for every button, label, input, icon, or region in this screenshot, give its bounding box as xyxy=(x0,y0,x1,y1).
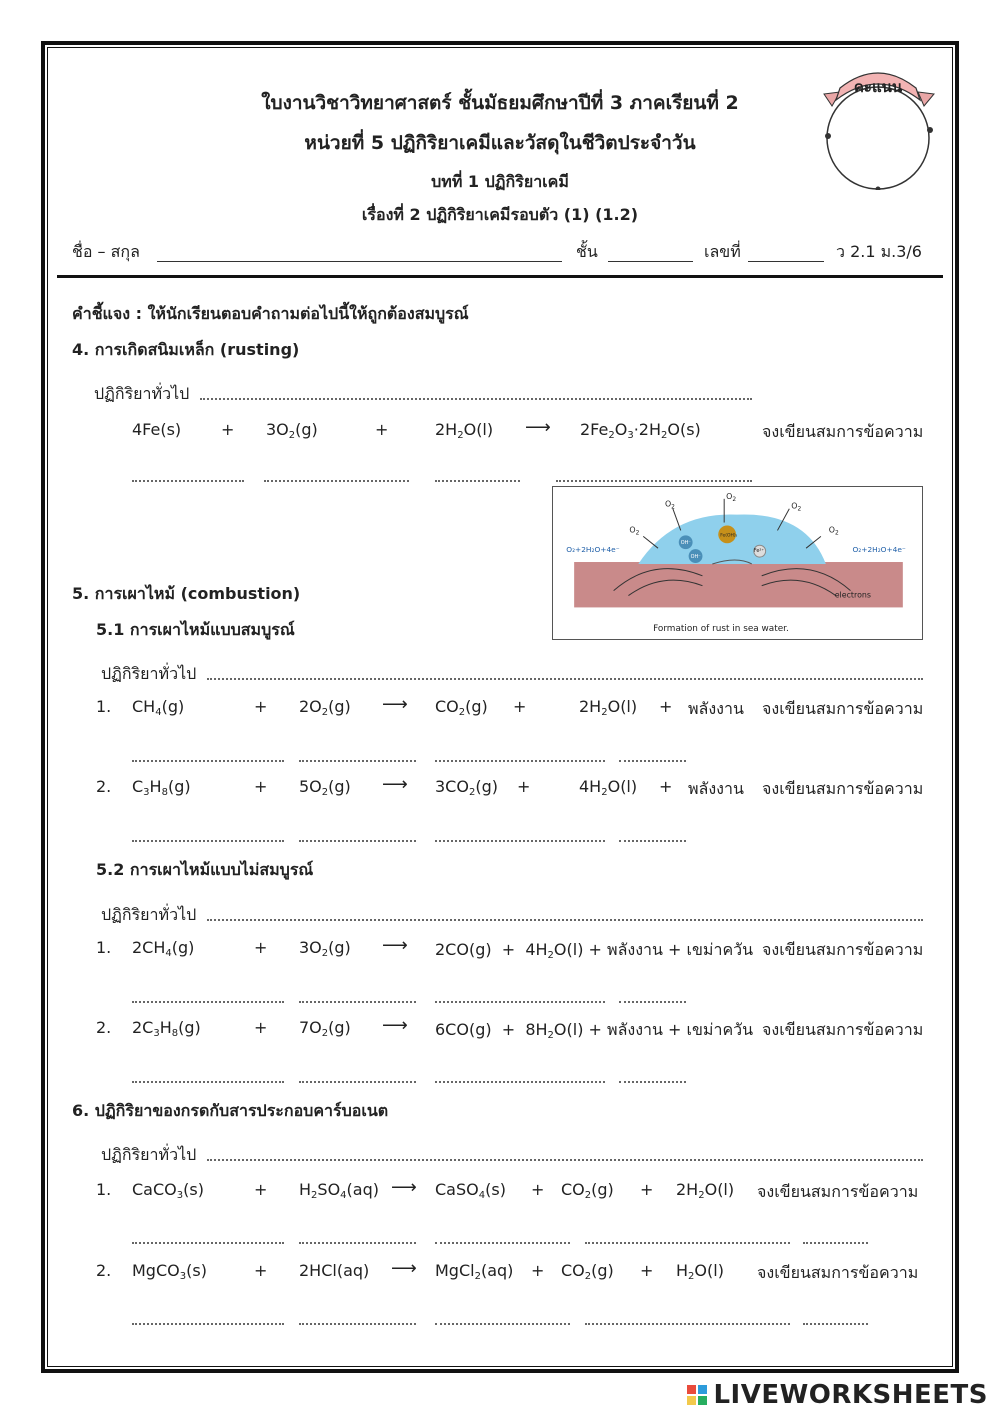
answer-blank[interactable] xyxy=(132,1323,284,1325)
write-prompt: จงเขียนสมการข้อความ xyxy=(762,940,924,959)
reactant: $H_2SO_4(aq)$ xyxy=(299,1180,379,1201)
answer-blank[interactable] xyxy=(299,840,416,842)
plus-sign: + xyxy=(531,1180,545,1199)
answer-blank[interactable] xyxy=(803,1242,868,1244)
answer-blank[interactable] xyxy=(132,1001,284,1003)
answer-blank[interactable] xyxy=(435,1323,570,1325)
general-reaction-label: ปฏิกิริยาทั่วไป xyxy=(101,905,197,924)
answer-blank[interactable] xyxy=(435,1001,605,1003)
product: $CO_2(g)$ xyxy=(561,1261,614,1282)
answer-blank[interactable] xyxy=(435,1242,570,1244)
general-reaction-label: ปฏิกิริยาทั่วไป xyxy=(94,384,190,403)
product: $4H_2O(l)$ xyxy=(579,777,638,798)
reactant: CaCO$_3$(s) xyxy=(132,1180,204,1201)
answer-blank[interactable] xyxy=(803,1323,868,1325)
energy-term: พลังงาน xyxy=(688,779,744,798)
item-number: 2. xyxy=(96,1261,112,1280)
answer-blank[interactable] xyxy=(264,480,409,482)
number-label: เลขที่ xyxy=(704,242,741,261)
header-separator xyxy=(57,275,943,278)
general-reaction-label: ปฏิกิริยาทั่วไป xyxy=(101,1145,197,1164)
reactant-fe: 4Fe(s) xyxy=(132,420,182,439)
product: $H_2O(l)$ xyxy=(676,1261,724,1282)
reactant-h2o: $2H_2O(l)$ xyxy=(435,420,494,441)
title-line-4: เรื่องที่ 2 ปฏิกิริยาเคมีรอบตัว (1) (1.2) xyxy=(361,205,639,224)
plus-sign: + xyxy=(517,777,531,796)
answer-blank[interactable] xyxy=(200,398,752,400)
answer-blank[interactable] xyxy=(556,480,752,482)
figure-caption: Formation of rust in sea water. xyxy=(653,624,789,635)
product: $CO_2(g)$ xyxy=(435,697,488,718)
plus-sign: + xyxy=(254,1180,268,1199)
reaction-arrow: ⟶ xyxy=(391,1177,417,1198)
reactant: $CH_4(g)$ xyxy=(132,697,185,718)
reaction-arrow: ⟶ xyxy=(382,694,408,715)
answer-blank[interactable] xyxy=(132,1242,284,1244)
reactant: $3O_2(g)$ xyxy=(299,938,351,959)
name-label: ชื่อ – สกุล xyxy=(72,242,140,261)
plus-sign: + xyxy=(254,777,268,796)
section-6-title: 6. ปฏิกิริยาของกรดกับสารประกอบคาร์บอเนต xyxy=(72,1101,389,1120)
item-number: 1. xyxy=(96,1180,112,1199)
plus-sign: + xyxy=(254,1018,268,1037)
answer-blank[interactable] xyxy=(299,760,416,762)
answer-blank[interactable] xyxy=(132,840,284,842)
write-prompt: จงเขียนสมการข้อความ xyxy=(757,1182,919,1201)
svg-text:Fe²⁺: Fe²⁺ xyxy=(753,548,764,555)
reactant: $2O_2(g)$ xyxy=(299,697,351,718)
reaction-arrow: ⟶ xyxy=(382,774,408,795)
answer-blank[interactable] xyxy=(435,840,605,842)
answer-blank[interactable] xyxy=(132,760,284,762)
item-number: 2. xyxy=(96,777,112,796)
answer-blank[interactable] xyxy=(585,1242,790,1244)
liveworksheets-icon xyxy=(687,1385,707,1405)
o2-label: $O_2$ xyxy=(664,499,675,511)
svg-text:Fe(OH)₃: Fe(OH)₃ xyxy=(720,533,738,539)
o2-label: $O_2$ xyxy=(828,525,839,537)
section-5-2-title: 5.2 การเผาไหม้แบบไม่สมบูรณ์ xyxy=(96,860,314,879)
plus-sign: + xyxy=(640,1180,654,1199)
answer-blank[interactable] xyxy=(299,1001,416,1003)
reactant: MgCO$_3$(s) xyxy=(132,1261,207,1282)
answer-blank[interactable] xyxy=(619,760,686,762)
reactant: $C_3H_8(g)$ xyxy=(132,777,191,798)
score-badge xyxy=(818,70,938,190)
svg-text:OH⁻: OH⁻ xyxy=(680,540,691,547)
write-prompt: จงเขียนสมการข้อความ xyxy=(762,422,924,441)
o2-label: $O_2$ xyxy=(726,491,737,503)
reactant: $2CH_4(g)$ xyxy=(132,938,195,959)
right-reaction: O₂+2H₂O+4e⁻ xyxy=(852,545,906,555)
answer-blank[interactable] xyxy=(619,840,686,842)
rust-formation-figure xyxy=(552,486,923,640)
title-line-1: ใบงานวิชาวิทยาศาสตร์ ชั้นมัธยมศึกษาปีที่ 3 ภาคเรียนที่ 2 xyxy=(261,92,739,114)
section-5-1-title: 5.1 การเผาไหม้แบบสมบูรณ์ xyxy=(96,620,295,639)
product: CaSO$_4$(s) xyxy=(435,1180,506,1201)
plus-sign: + xyxy=(221,420,235,439)
reactant: $2C_3H_8(g)$ xyxy=(132,1018,201,1039)
reactant: 2HCl(aq) xyxy=(299,1261,370,1280)
reactant-o2: $3O_2(g)$ xyxy=(266,420,318,441)
item-number: 1. xyxy=(96,938,112,957)
answer-blank[interactable] xyxy=(207,919,923,921)
answer-blank[interactable] xyxy=(435,480,520,482)
product: $2CO(g) + 4H_2O(l)$ + พลังงาน + เขม่าควัน xyxy=(435,940,754,961)
plus-sign: + xyxy=(659,697,673,716)
reaction-arrow: ⟶ xyxy=(382,1015,408,1036)
section-4-title: 4. การเกิดสนิมเหล็ก (rusting) xyxy=(72,340,300,359)
item-number: 1. xyxy=(96,697,112,716)
reactant: $7O_2(g)$ xyxy=(299,1018,351,1039)
write-prompt: จงเขียนสมการข้อความ xyxy=(762,779,924,798)
write-prompt: จงเขียนสมการข้อความ xyxy=(762,699,924,718)
answer-blank[interactable] xyxy=(619,1001,686,1003)
product: $2H_2O(l)$ xyxy=(676,1180,735,1201)
item-number: 2. xyxy=(96,1018,112,1037)
reactant: $5O_2(g)$ xyxy=(299,777,351,798)
product: $3CO_2(g)$ xyxy=(435,777,498,798)
product: MgCl$_2$(aq) xyxy=(435,1261,514,1282)
product: $2H_2O(l)$ xyxy=(579,697,638,718)
answer-blank[interactable] xyxy=(585,1323,790,1325)
product: $6CO(g) + 8H_2O(l)$ + พลังงาน + เขม่าควัน xyxy=(435,1020,754,1041)
title-line-3: บทที่ 1 ปฏิกิริยาเคมี xyxy=(431,172,569,191)
number-field[interactable] xyxy=(748,261,824,262)
plus-sign: + xyxy=(375,420,389,439)
answer-blank[interactable] xyxy=(299,1242,416,1244)
indicator-code: ว 2.1 ม.3/6 xyxy=(836,242,922,261)
plus-sign: + xyxy=(531,1261,545,1280)
o2-label: $O_2$ xyxy=(629,525,640,537)
answer-blank[interactable] xyxy=(132,1081,284,1083)
answer-blank[interactable] xyxy=(207,1159,923,1161)
answer-blank[interactable] xyxy=(132,480,244,482)
score-label: คะแนน xyxy=(853,78,903,96)
write-prompt: จงเขียนสมการข้อความ xyxy=(757,1263,919,1282)
plus-sign: + xyxy=(254,1261,268,1280)
answer-blank[interactable] xyxy=(299,1081,416,1083)
answer-blank[interactable] xyxy=(207,678,923,680)
answer-blank[interactable] xyxy=(619,1081,686,1083)
title-line-2: หน่วยที่ 5 ปฏิกิริยาเคมีและวัสดุในชีวิตประจำวัน xyxy=(304,132,696,154)
answer-blank[interactable] xyxy=(299,1323,416,1325)
reaction-arrow: ⟶ xyxy=(391,1258,417,1279)
brand-logo: LIVEWORKSHEETS xyxy=(687,1380,988,1410)
plus-sign: + xyxy=(513,697,527,716)
answer-blank[interactable] xyxy=(435,760,605,762)
plus-sign: + xyxy=(659,777,673,796)
name-field[interactable] xyxy=(157,261,562,262)
o2-label: $O_2$ xyxy=(791,501,802,513)
product: $CO_2(g)$ xyxy=(561,1180,614,1201)
class-label: ชั้น xyxy=(576,242,598,261)
answer-blank[interactable] xyxy=(435,1081,605,1083)
plus-sign: + xyxy=(254,938,268,957)
general-reaction-label: ปฏิกิริยาทั่วไป xyxy=(101,664,197,683)
write-prompt: จงเขียนสมการข้อความ xyxy=(762,1020,924,1039)
energy-term: พลังงาน xyxy=(688,699,744,718)
section-5-title: 5. การเผาไหม้ (combustion) xyxy=(72,584,301,603)
class-field[interactable] xyxy=(608,261,693,262)
reaction-arrow: ⟶ xyxy=(525,417,551,438)
product-rust: $2Fe_2O_3\cdot 2H_2O(s)$ xyxy=(580,420,701,441)
reaction-arrow: ⟶ xyxy=(382,935,408,956)
plus-sign: + xyxy=(254,697,268,716)
instruction: คำชี้แจง : ให้นักเรียนตอบคำถามต่อไปนี้ให้ถูกต้องสมบูรณ์ xyxy=(72,304,469,323)
electrons-label: electrons xyxy=(834,590,872,600)
plus-sign: + xyxy=(640,1261,654,1280)
svg-text:OH⁻: OH⁻ xyxy=(690,554,701,561)
left-reaction: O₂+2H₂O+4e⁻ xyxy=(566,545,620,555)
